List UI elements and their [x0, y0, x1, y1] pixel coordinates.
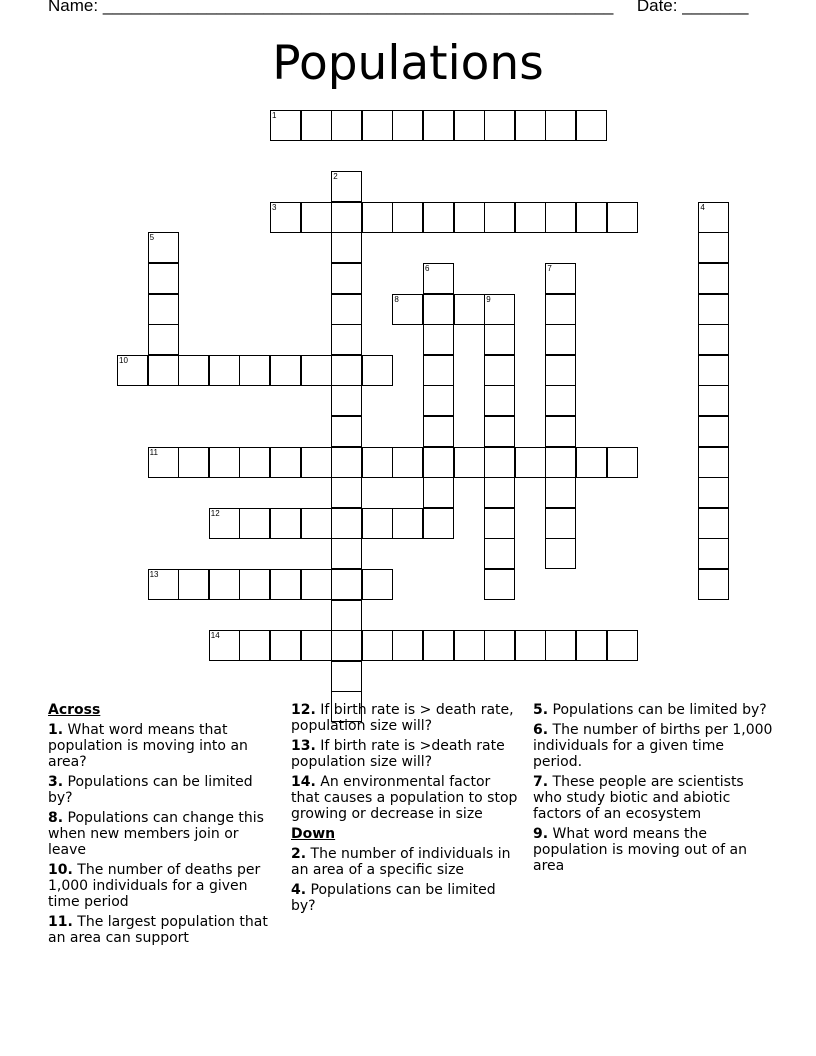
grid-cell[interactable]: [331, 171, 362, 202]
grid-cell[interactable]: [239, 630, 270, 661]
grid-cell[interactable]: [331, 324, 362, 355]
grid-cell[interactable]: [331, 569, 362, 600]
clue-down-7: 7. These people are scientists who study biotic and abiotic factors of an ecosystem: [533, 774, 744, 822]
clue-down-4: 4. Populations can be limited by?: [291, 882, 496, 914]
cell-number: 9: [486, 294, 491, 304]
grid-cell[interactable]: [331, 477, 362, 508]
grid-cell[interactable]: [576, 202, 607, 233]
grid-cell[interactable]: [545, 630, 576, 661]
clue-column-3: [533, 702, 773, 878]
page-title: Populations: [272, 36, 544, 91]
grid-cell[interactable]: [178, 355, 209, 386]
grid-cell[interactable]: [423, 630, 454, 661]
clue-down-6: 6. The number of births per 1,000 individuals for a given time period.: [533, 722, 773, 770]
name-label: Name:: [48, 0, 99, 15]
grid-cell[interactable]: [698, 538, 729, 569]
grid-cell[interactable]: [239, 447, 270, 478]
cell-number: 12: [210, 508, 220, 518]
grid-cell[interactable]: [545, 447, 576, 478]
grid-cell[interactable]: [301, 508, 332, 539]
grid-cell[interactable]: [545, 355, 576, 386]
grid-cell[interactable]: [209, 447, 240, 478]
cell-number: 4: [700, 202, 705, 212]
grid-cell[interactable]: [484, 569, 515, 600]
grid-cell[interactable]: [484, 538, 515, 569]
grid-cell[interactable]: [270, 202, 301, 233]
grid-cell[interactable]: [484, 477, 515, 508]
grid-cell[interactable]: [270, 508, 301, 539]
grid-cell[interactable]: [209, 630, 240, 661]
grid-cell[interactable]: [423, 477, 454, 508]
cell-number: 6: [425, 264, 430, 273]
clue-column-1: [48, 702, 274, 950]
grid-cell[interactable]: [362, 630, 393, 661]
grid-cell[interactable]: [698, 294, 729, 325]
grid-cell[interactable]: [239, 355, 270, 386]
grid-cell[interactable]: [454, 447, 485, 478]
grid-cell[interactable]: [607, 447, 638, 478]
date-label: Date:: [636, 0, 678, 15]
grid-cell[interactable]: [331, 202, 362, 233]
grid-cell[interactable]: [698, 355, 729, 386]
grid-cell[interactable]: [698, 232, 729, 263]
grid-cell[interactable]: [423, 263, 454, 294]
grid-cell[interactable]: [698, 385, 729, 416]
grid-cell[interactable]: [515, 110, 546, 141]
grid-cell[interactable]: [545, 324, 576, 355]
grid-cell[interactable]: [178, 569, 209, 600]
grid-cell[interactable]: [576, 110, 607, 141]
grid-cell[interactable]: [362, 569, 393, 600]
grid-cell[interactable]: [423, 385, 454, 416]
grid-cell[interactable]: [331, 508, 362, 539]
grid-cell[interactable]: [545, 385, 576, 416]
down-heading: Down: [291, 826, 336, 842]
grid-cell[interactable]: [209, 569, 240, 600]
grid-cell[interactable]: [698, 569, 729, 600]
grid-cell[interactable]: [484, 508, 515, 539]
grid-cell[interactable]: [270, 569, 301, 600]
grid-cell[interactable]: [545, 263, 576, 294]
cell-number: 13: [149, 570, 159, 579]
grid-cell[interactable]: [607, 202, 638, 233]
grid-cell[interactable]: [454, 294, 485, 325]
grid-cell[interactable]: [209, 355, 240, 386]
grid-cell[interactable]: [239, 508, 270, 539]
clue-across-11: 11. The largest population that an area can support: [48, 914, 268, 946]
grid-cell[interactable]: [484, 202, 515, 233]
grid-cell[interactable]: [392, 202, 423, 233]
grid-cell[interactable]: [331, 630, 362, 661]
clue-across-10: 10. The number of deaths per 1,000 individuals for a given time period: [48, 862, 261, 910]
clue-down-9: 9. What word means the population is moving out of an area: [533, 826, 747, 874]
grid-cell[interactable]: [423, 447, 454, 478]
clue-across-14: 14. An environmental factor that causes a population to stop growing or decrease in size: [291, 774, 518, 822]
cell-number: 3: [272, 202, 277, 212]
grid-cell[interactable]: [423, 294, 454, 325]
grid-cell[interactable]: [545, 477, 576, 508]
cell-number: 8: [394, 294, 399, 304]
grid-cell[interactable]: [545, 294, 576, 325]
clue-across-8: 8. Populations can change this when new members join or leave: [48, 810, 264, 858]
grid-cell[interactable]: [454, 110, 485, 141]
grid-cell[interactable]: [423, 324, 454, 355]
clue-across-13: 13. If birth rate is >death rate population size will?: [291, 738, 505, 770]
grid-cell[interactable]: [698, 508, 729, 539]
grid-cell[interactable]: [362, 110, 393, 141]
grid-cell[interactable]: [331, 661, 362, 692]
grid-cell[interactable]: [239, 569, 270, 600]
clue-across-12: 12. If birth rate is > death rate, population size will?: [291, 702, 514, 734]
grid-cell[interactable]: [331, 232, 362, 263]
grid-cell[interactable]: [423, 202, 454, 233]
cell-number: 11: [149, 447, 158, 457]
grid-cell[interactable]: [607, 630, 638, 661]
grid-cell[interactable]: [515, 447, 546, 478]
grid-cell[interactable]: [148, 569, 179, 600]
grid-cell[interactable]: [392, 294, 423, 325]
clue-down-5: 5. Populations can be limited by?: [533, 702, 767, 718]
grid-cell[interactable]: [331, 294, 362, 325]
grid-cell[interactable]: [576, 447, 607, 478]
name-field[interactable]: ______________________________________________________: [102, 0, 614, 15]
grid-cell[interactable]: [484, 294, 515, 325]
grid-cell[interactable]: [576, 630, 607, 661]
grid-cell[interactable]: [331, 600, 362, 631]
grid-cell[interactable]: [331, 355, 362, 386]
grid-cell[interactable]: [301, 355, 332, 386]
grid-cell[interactable]: [698, 416, 729, 447]
grid-cell[interactable]: [698, 263, 729, 294]
grid-cell[interactable]: [331, 416, 362, 447]
grid-cell[interactable]: [148, 232, 179, 263]
grid-cell[interactable]: [484, 110, 515, 141]
grid-cell[interactable]: [301, 569, 332, 600]
grid-cell[interactable]: [545, 202, 576, 233]
grid-cell[interactable]: [423, 416, 454, 447]
grid-cell[interactable]: [515, 202, 546, 233]
cell-number: 2: [333, 172, 338, 182]
grid-cell[interactable]: [484, 416, 515, 447]
grid-cell[interactable]: [545, 508, 576, 539]
grid-cell[interactable]: [301, 447, 332, 478]
grid-cell[interactable]: [301, 630, 332, 661]
grid-cell[interactable]: [301, 110, 332, 141]
grid-cell[interactable]: [515, 630, 546, 661]
grid-cell[interactable]: [148, 263, 179, 294]
grid-cell[interactable]: [423, 355, 454, 386]
clue-down-2: 2. The number of individuals in an area of a specific size: [291, 846, 511, 878]
grid-cell[interactable]: [331, 538, 362, 569]
grid-cell[interactable]: [698, 324, 729, 355]
cell-number: 10: [119, 355, 128, 365]
grid-cell[interactable]: [392, 630, 423, 661]
grid-cell[interactable]: [362, 355, 393, 386]
grid-cell[interactable]: [117, 355, 148, 386]
grid-cell[interactable]: [484, 355, 515, 386]
grid-cell[interactable]: [484, 324, 515, 355]
date-field[interactable]: _______: [682, 0, 749, 15]
grid-cell[interactable]: [362, 508, 393, 539]
across-heading: Across: [48, 702, 101, 718]
cell-number: 7: [547, 264, 552, 273]
cell-number: 5: [149, 233, 155, 243]
grid-cell[interactable]: [362, 202, 393, 233]
grid-cell[interactable]: [331, 110, 362, 141]
grid-cell[interactable]: [392, 110, 423, 141]
grid-cell[interactable]: [148, 324, 179, 355]
cell-number: 1: [272, 111, 277, 120]
grid-cell[interactable]: [484, 630, 515, 661]
grid-cell[interactable]: [545, 416, 576, 447]
grid-cell[interactable]: [698, 447, 729, 478]
grid-cell[interactable]: [484, 385, 515, 416]
grid-cell[interactable]: [270, 630, 301, 661]
grid-cell[interactable]: [392, 447, 423, 478]
grid-cell[interactable]: [209, 508, 240, 539]
grid-cell[interactable]: [392, 508, 423, 539]
grid-cell[interactable]: [331, 263, 362, 294]
grid-cell[interactable]: [178, 447, 209, 478]
grid-cell[interactable]: [148, 447, 179, 478]
grid-cell[interactable]: [454, 630, 485, 661]
grid-cell[interactable]: [545, 538, 576, 569]
cell-number: 14: [210, 631, 220, 641]
grid-cell[interactable]: [454, 202, 485, 233]
clue-across-1: 1. What word means that population is moving into an area?: [48, 722, 248, 770]
grid-cell[interactable]: [362, 447, 393, 478]
grid-cell[interactable]: [270, 110, 301, 141]
grid-cell[interactable]: [331, 447, 362, 478]
grid-cell[interactable]: [423, 508, 454, 539]
grid-cell[interactable]: [331, 385, 362, 416]
grid-cell[interactable]: [270, 355, 301, 386]
grid-cell[interactable]: [484, 447, 515, 478]
grid-cell[interactable]: [423, 110, 454, 141]
grid-cell[interactable]: [545, 110, 576, 141]
clue-across-3: 3. Populations can be limited by?: [48, 774, 253, 806]
grid-cell[interactable]: [148, 294, 179, 325]
grid-cell[interactable]: [301, 202, 332, 233]
grid-cell[interactable]: [270, 447, 301, 478]
grid-cell[interactable]: [148, 355, 179, 386]
clue-column-2: [291, 702, 519, 918]
grid-cell[interactable]: [698, 202, 729, 233]
grid-cell[interactable]: [698, 477, 729, 508]
